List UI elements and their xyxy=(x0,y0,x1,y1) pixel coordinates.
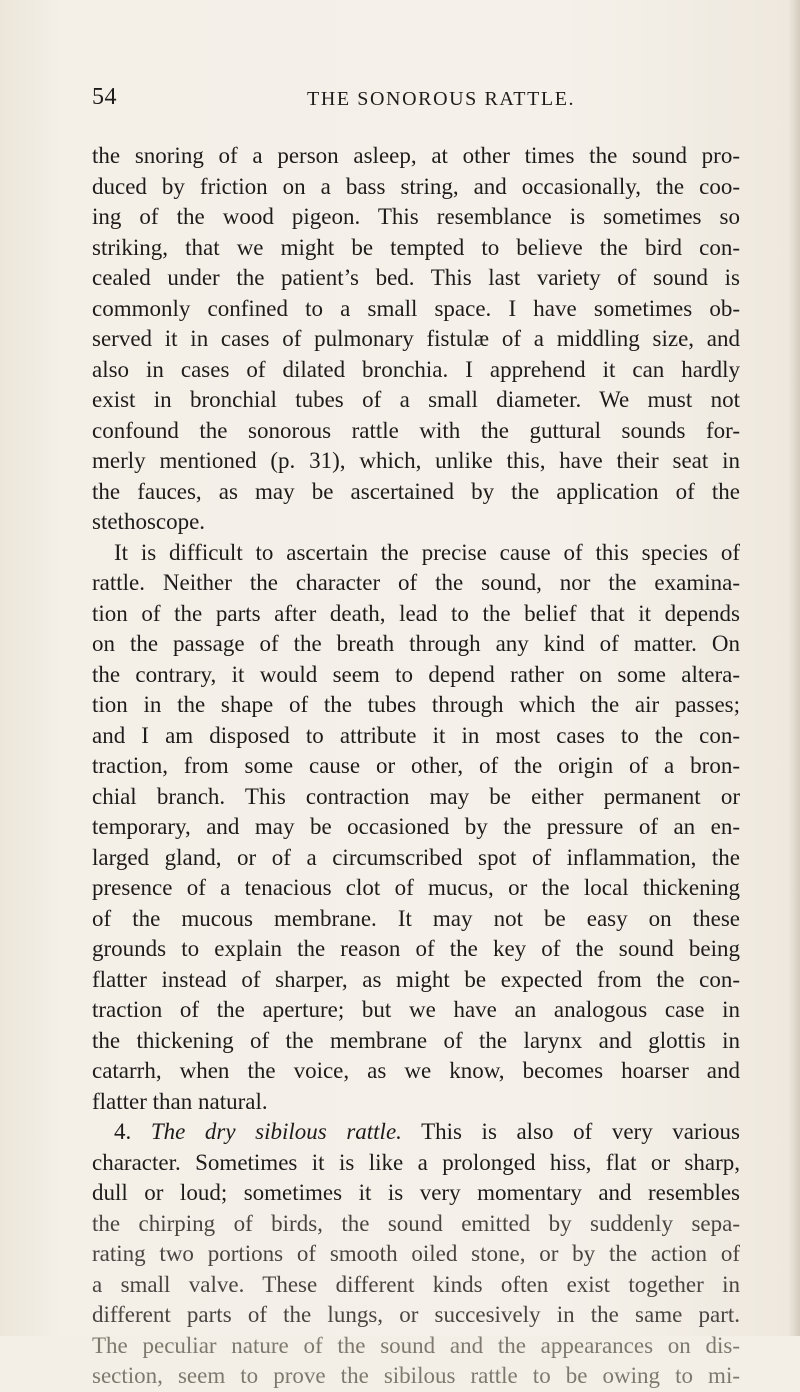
paragraph-start-line: It is difficult to ascertain the precise cause of this species of xyxy=(114,539,740,565)
text-line: commonly confined to a small space. I have sometimes ob- xyxy=(92,295,740,321)
text-line: merly mentioned (p. 31), which, unlike this, have their seat in xyxy=(92,448,740,473)
section-first-line: This is also of very various xyxy=(421,1119,740,1144)
text-line: rating two portions of smooth oiled stone, or by the action of xyxy=(92,1241,740,1266)
text-line: striking, that we might be tempted to believe the bird con- xyxy=(92,234,740,260)
text-line: stethoscope. xyxy=(92,509,206,534)
text-line: ing of the wood pigeon. This resemblance is sometimes so xyxy=(92,204,740,229)
text-line: grounds to explain the reason of the key of the sound being xyxy=(92,936,740,961)
text-line: served it in cases of pulmonary fistulæ of a middling size, and xyxy=(92,326,740,351)
text-line: on the passage of the breath through any kind of matter. On xyxy=(92,631,740,656)
text-line: tion in the shape of the tubes through which the air passes; xyxy=(92,692,740,717)
text-line: the snoring of a person asleep, at other times the sound pro- xyxy=(92,143,740,168)
text-line: temporary, and may be occasioned by the pressure of an en- xyxy=(92,814,740,839)
running-title: THE SONOROUS RATTLE. xyxy=(307,88,576,110)
page-number: 54 xyxy=(92,84,117,110)
text-line: flatter than natural. xyxy=(92,1088,268,1114)
text-line: of the mucous membrane. It may not be easy on these xyxy=(92,905,740,931)
text-line: character. Sometimes it is like a prolonged hiss, flat or sharp, xyxy=(92,1149,740,1175)
body-text xyxy=(92,141,740,1392)
text-line: traction, from some cause or other, of the origin of a bron- xyxy=(92,753,740,778)
text-line: presence of a tenacious clot of mucus, or the local thickening xyxy=(92,875,740,900)
page-edge-shadow xyxy=(788,0,800,1336)
section-title: The dry sibilous rattle. xyxy=(150,1119,402,1144)
text-line: section, seem to prove the sibilous rattle to be owing to mi- xyxy=(92,1363,740,1388)
text-line: The peculiar nature of the sound and the appearances on dis- xyxy=(92,1332,740,1358)
text-line: flatter instead of sharper, as might be expected from the con- xyxy=(92,966,740,992)
text-line: and I am disposed to attribute it in most cases to the con- xyxy=(92,722,740,748)
text-line: chial branch. This contraction may be either permanent or xyxy=(92,783,740,809)
text-line: catarrh, when the voice, as we know, becomes hoarser and xyxy=(92,1058,740,1083)
text-line: duced by friction on a bass string, and occasionally, the coo- xyxy=(92,173,740,199)
text-line: the thickening of the membrane of the larynx and glottis in xyxy=(92,1027,740,1053)
text-line: exist in bronchial tubes of a small diameter. We must not xyxy=(92,387,740,412)
text-line: cealed under the patient’s bed. This last variety of sound is xyxy=(92,265,740,290)
text-line: the contrary, it would seem to depend rather on some altera- xyxy=(92,661,740,687)
text-line: confound the sonorous rattle with the guttural sounds for- xyxy=(92,417,740,443)
page-header xyxy=(92,84,742,120)
text-line: a small valve. These different kinds often exist together in xyxy=(92,1271,740,1297)
text-line: also in cases of dilated bronchia. I apprehend it can hardly xyxy=(92,356,740,382)
text-line: different parts of the lungs, or succesively in the same part. xyxy=(92,1302,740,1327)
text-line: tion of the parts after death, lead to the belief that it depends xyxy=(92,600,740,626)
section-number: 4. xyxy=(114,1119,132,1144)
text-line: the fauces, as may be ascertained by the application of the xyxy=(92,478,740,504)
text-line: dull or loud; sometimes it is very momentary and resembles xyxy=(92,1180,740,1205)
text-line: traction of the aperture; but we have an analogous case in xyxy=(92,997,740,1022)
text-line: the chirping of birds, the sound emitted by suddenly sepa- xyxy=(92,1210,740,1236)
text-line: rattle. Neither the character of the sound, nor the examina- xyxy=(92,570,740,595)
text-line: larged gland, or of a circumscribed spot of inflammation, the xyxy=(92,844,740,870)
section-heading-line xyxy=(92,1117,740,1148)
